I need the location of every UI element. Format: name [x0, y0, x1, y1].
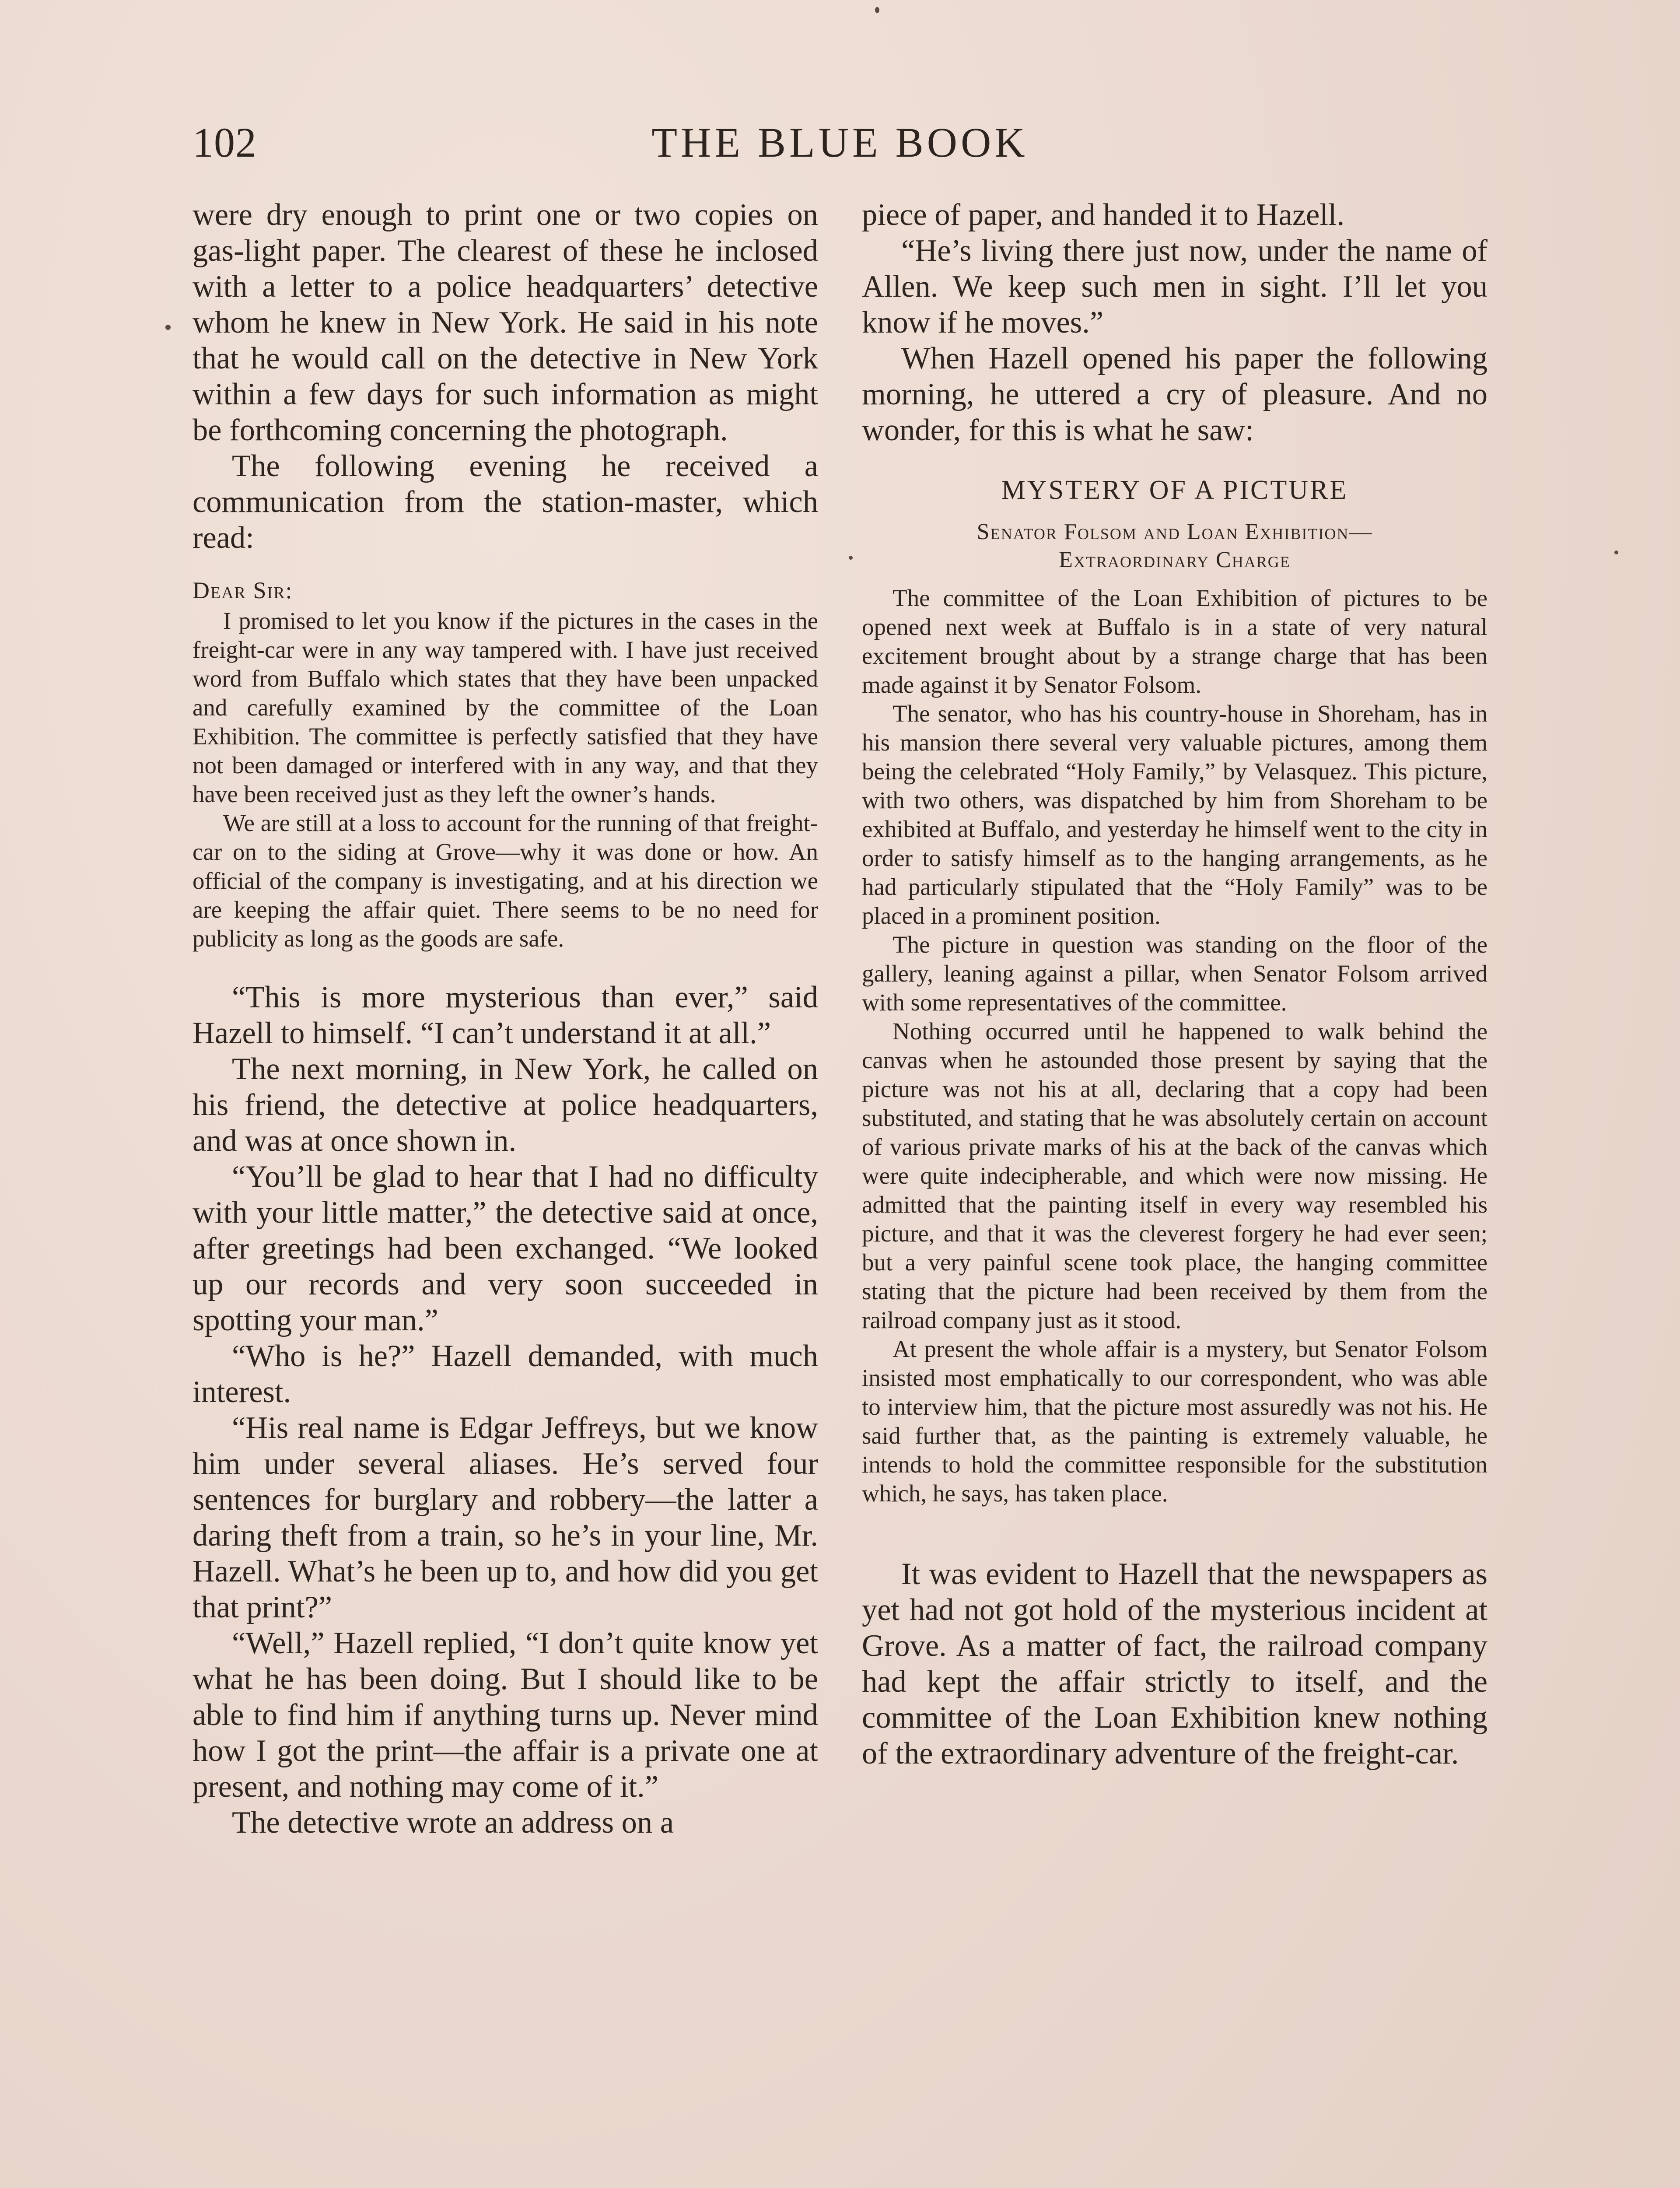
body-paragraph: “He’s living there just now, under the name of Allen. We keep such men in sight. I’ll let you know if he moves.”	[862, 234, 1488, 340]
letter-paragraph: I promised to let you know if the pictures in the cases in the freight-car were in any way tampered with. I have just received word from Buffalo which states that they have been unpacked and carefully examined by the committee of the Loan Exhibition. The committee is perfectly satisfied that they have not been damaged or interfered with in any way, and that they have been received just as they left the owner’s hands.	[192, 607, 818, 807]
body-paragraph: “This is more mysterious than ever,” said Hazell to himself. “I can’t understand it at all.”	[192, 980, 818, 1050]
newspaper-article	[862, 473, 1488, 1508]
article-subtitle	[862, 518, 1488, 574]
running-head: THE BLUE BOOK	[651, 119, 1029, 166]
paper-speck	[1614, 551, 1618, 554]
article-subtitle-line: Extraordinary Charge	[1059, 547, 1291, 572]
body-paragraph: “Well,” Hazell replied, “I don’t quite know yet what he has been doing. But I should like to be able to find him if anything turns up. Never mind how I got the print—the affair is a private one at present, and nothing may come of it.”	[192, 1626, 818, 1804]
article-paragraph: The picture in question was standing on the floor of the gallery, leaning against a pillar, when Senator Folsom arrived with some representatives of the committee.	[862, 931, 1488, 1016]
body-paragraph: The following evening he received a communication from the station-master, which read:	[192, 449, 818, 555]
letter-salutation: Dear Sir:	[192, 577, 293, 603]
paper-speck	[875, 7, 879, 13]
article-title: MYSTERY OF A PICTURE	[1001, 475, 1348, 505]
body-paragraph: “You’ll be glad to hear that I had no difficulty with your little matter,” the detective said at once, after greetings had been exchanged. “We looked up our records and very soon succeeded in spotting your man.”	[192, 1160, 818, 1337]
paper-speck	[849, 556, 853, 560]
body-paragraph: The next morning, in New York, he called on his friend, the detective at police headquarters, and was at once shown in.	[192, 1052, 818, 1158]
right-column	[862, 197, 1488, 1771]
body-paragraph: “Who is he?” Hazell demanded, with much interest.	[192, 1339, 818, 1409]
article-paragraph: Nothing occurred until he happened to walk behind the canvas when he astounded those present by saying that the picture was not his at all, declaring that a copy had been substituted, and stating that he was absolutely certain on account of various private marks of his at the back of the canvas which were quite indecipherable, and which were now missing. He admitted that the painting itself in every way resembled his picture, and that it was the cleverest forgery he had ever seen; but a very painful scene took place, the hanging committee stating that the picture had been received by them from the railroad company just as it stood.	[862, 1018, 1488, 1333]
body-paragraph: The detective wrote an address on a	[232, 1806, 674, 1840]
body-paragraph: When Hazell opened his paper the following morning, he uttered a cry of pleasure. And no wonder, for this is what he saw:	[862, 341, 1488, 447]
article-subtitle-line: Senator Folsom and Loan Exhibition—	[976, 519, 1373, 544]
paper-speck	[165, 325, 171, 330]
page-number: 102	[192, 119, 257, 166]
body-paragraph: “His real name is Edgar Jeffreys, but we know him under several aliases. He’s served four sentences for burglary and robbery—the latter a daring theft from a train, so he’s in your line, Mr. Hazell. What’s he been up to, and how did you get that print?”	[192, 1411, 818, 1624]
article-paragraph: The committee of the Loan Exhibition of pictures to be opened next week at Buffalo is in a state of very natural excitement brought about by a strange charge that has been made against it by Senator Folsom.	[862, 585, 1488, 698]
body-paragraph: were dry enough to print one or two copies on gas-light paper. The clearest of these he inclosed with a letter to a police headquarters’ detective whom he knew in New York. He said in his note that he would call on the detective in New York within a few days for such information as might be forthcoming concerning the photograph.	[192, 198, 818, 447]
page-header	[192, 118, 1488, 179]
article-paragraph: At present the whole affair is a mystery, but Senator Folsom insisted most emphatically to our correspondent, who was able to interview him, that the picture most assuredly was not his. He said further that, as the painting is extremely valuable, he intends to hold the committee responsible for the substitution which, he says, has taken place.	[862, 1336, 1488, 1507]
body-paragraph: It was evident to Hazell that the newspapers as yet had not got hold of the mysterious incident at Grove. As a matter of fact, the railroad company had kept the affair strictly to itself, and the committee of the Loan Exhibition knew nothing of the extraordinary adventure of the freight-car.	[862, 1557, 1488, 1771]
left-column	[192, 197, 818, 1841]
article-paragraph: The senator, who has his country-house in Shoreham, has in his mansion there several very valuable pictures, among them being the celebrated “Holy Family,” by Velasquez. This picture, with two others, was dispatched by him from Shoreham to be exhibited at Buffalo, and yesterday he himself went to the city in order to satisfy himself as to the hanging arrangements, as he had particularly stipulated that the “Holy Family” was to be placed in a prominent position.	[862, 700, 1488, 929]
body-paragraph: piece of paper, and handed it to Hazell.	[862, 198, 1345, 232]
letter-paragraph: We are still at a loss to account for the running of that freight-car on to the siding at Grove—why it was done or how. An official of the company is investigating, and at his direction we are keeping the affair quiet. There seems to be no need for publicity as long as the goods are safe.	[192, 810, 818, 952]
station-master-letter	[192, 577, 818, 953]
